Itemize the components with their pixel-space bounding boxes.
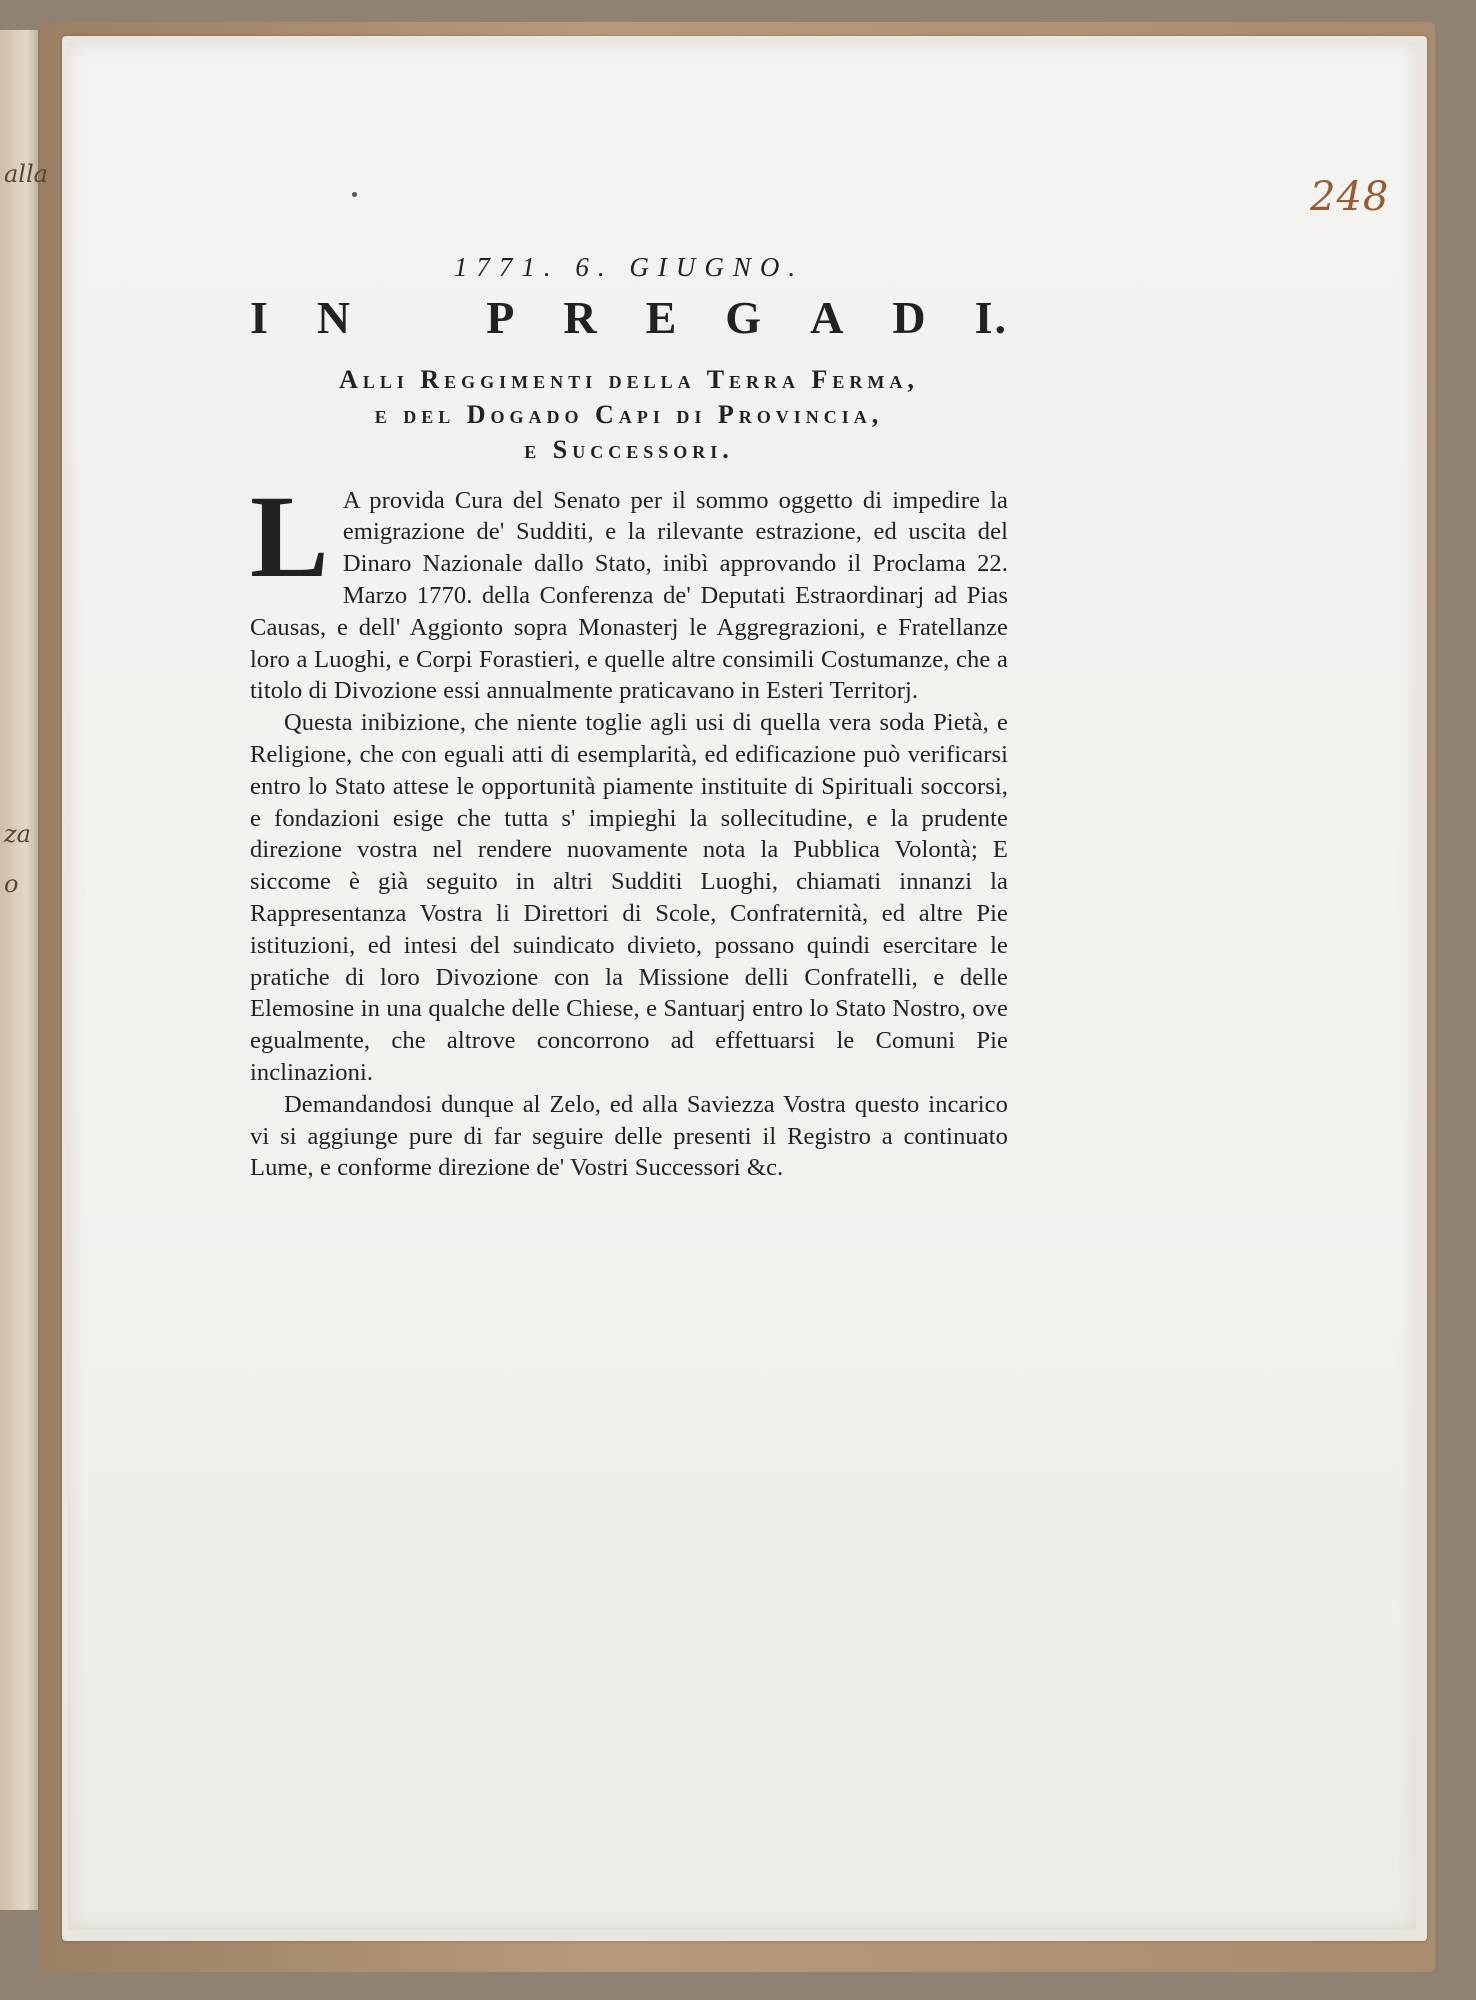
title-letter: A bbox=[810, 292, 846, 343]
title-letter: N bbox=[316, 292, 353, 343]
addressee-line: Alli Reggimenti della Terra Ferma, bbox=[339, 364, 919, 394]
document-body bbox=[250, 252, 1008, 1184]
date-line: 1771. 6. GIUGNO. bbox=[453, 252, 805, 282]
addressee-line: e del Dogado Capi di Provincia, bbox=[374, 399, 884, 429]
title-letter: I bbox=[250, 292, 270, 343]
title-letter: D bbox=[892, 292, 928, 343]
title-letter: P bbox=[486, 292, 517, 343]
addressee-line: e Successori. bbox=[524, 434, 734, 464]
paragraph-closing: Demandandosi dunque al Zelo, ed alla Saviezza Vostra questo incarico vi si aggiunge pure di far seguire delle presenti il Registro a continuato Lume, e conforme direzione de' Vostri Successori &c. bbox=[250, 1090, 1008, 1182]
title-letter: R bbox=[563, 292, 599, 343]
addressee-block bbox=[250, 362, 1008, 467]
drop-cap: L bbox=[250, 470, 329, 602]
paragraph-second: Questa inibizione, che niente toglie agli usi di quella vera soda Pietà, e Religione, che con eguali atti di esemplarità, ed edificazione può verificarsi entro lo Stato attese le opportunità piamente instituite di Spirituali soccorsi, e fondazioni esige che tutta s' impieghi la sollecitudine, e la prudente direzione vostra nel rendere nuovamente nota la Pubblica Volontà; E siccome è già seguito in altri Sudditi Luoghi, chiamati innanzi la Rappresentanza Vostra li Direttori di Scole, Confraternità, ed altre Pie istituzioni, ed intesi del suindicato divieto, possano quindi esercitare le pratiche di loro Divozione con la Missione delli Confratelli, e delle Elemosine in una qualche delle Chiese, e Santuarj entro lo Stato Nostro, ove egualmente, che altrove concorrono ad effettuarsi le Comuni Pie inclinazioni. bbox=[250, 709, 1008, 1086]
folio-number: 248 bbox=[1310, 174, 1390, 220]
left-page-edge bbox=[0, 30, 48, 1910]
paragraph-first bbox=[250, 470, 1008, 708]
title-letter: G bbox=[725, 292, 764, 343]
document-title bbox=[250, 293, 1008, 344]
title-letter: I. bbox=[974, 292, 1008, 343]
margin-fragment: za bbox=[4, 820, 31, 848]
ink-dot bbox=[352, 192, 357, 197]
margin-fragment: alla bbox=[4, 160, 48, 188]
title-letter: E bbox=[645, 292, 679, 343]
margin-fragment: o bbox=[4, 870, 19, 898]
paragraph-text: A provida Cura del Senato per il sommo oggetto di impedire la emigrazione de' Sudditi, e la rilevante estrazione, ed uscita del Dinaro Nazionale dallo Stato, inibì approvando il Proclama 22. Marzo 1770. della Conferenza de' Deputati Estraordinarj ad Pias Causas, e dell' Aggionto sopra Monasterj le Aggregrazioni, e Fratellanze loro a Luoghi, e Corpi Forastieri, e quelle altre consimili Costumanze, che a titolo di Divozione essi annualmente praticavano in Esteri Territorj. bbox=[250, 486, 1008, 705]
